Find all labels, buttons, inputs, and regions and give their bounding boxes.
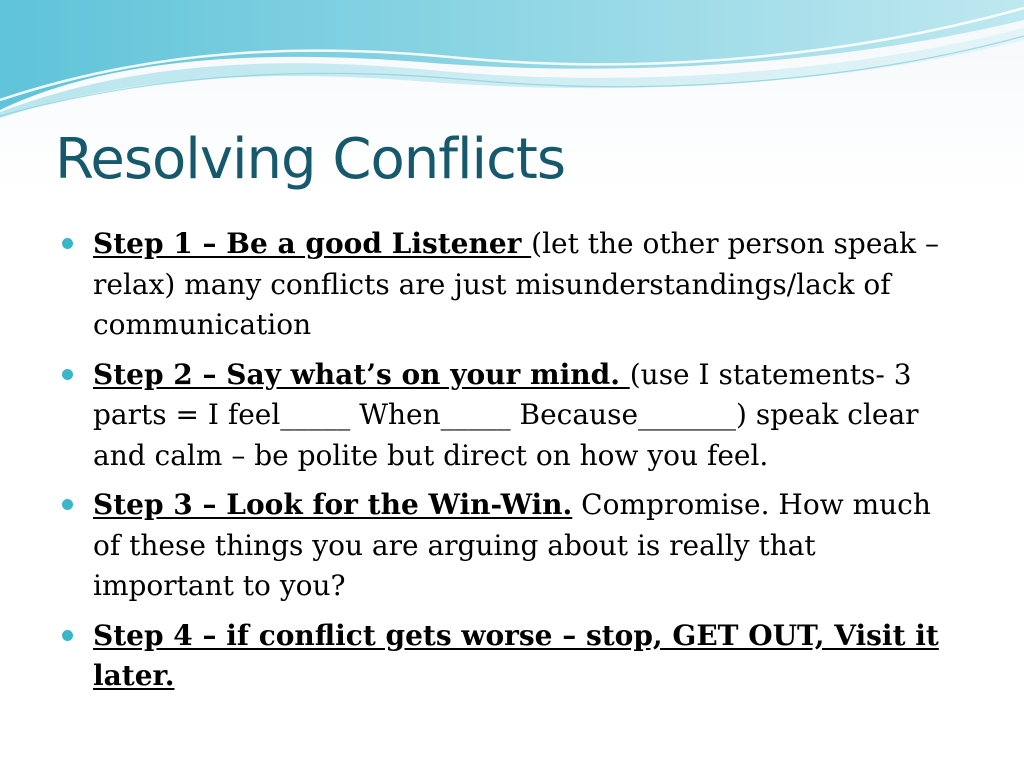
bullet-item-step-3 [62, 485, 962, 607]
bullet-dot-icon [62, 630, 73, 641]
step-2-text: (use I statements- 3 parts = I feel_____ When_____ Because_______) speak clear and calm – be polite but direct on how you feel. [93, 357, 919, 472]
bullet-item-step-1 [62, 224, 962, 346]
bullet-dot-icon [62, 238, 73, 249]
bullet-item-step-4 [62, 616, 962, 697]
step-4-heading: Step 4 – if conflict gets worse – stop, GET OUT, Visit it later. [93, 618, 939, 692]
slide-title: Resolving Conflicts [55, 127, 565, 192]
bullet-dot-icon [62, 369, 73, 380]
step-3-heading: Step 3 – Look for the Win-Win. [93, 488, 573, 521]
step-1-text: (let the other person speak – relax) many conflicts are just misunderstandings/lack of communication [93, 227, 939, 341]
step-2-heading: Step 2 – Say what’s on your mind. [93, 357, 630, 391]
bullet-dot-icon [62, 499, 73, 510]
bullet-item-step-2 [62, 355, 962, 477]
bullet-list [62, 224, 962, 706]
header-wave-decoration [0, 0, 1024, 120]
step-3-text: Compromise. How much of these things you are arguing about is really that important to you? [93, 488, 931, 602]
step-1-heading: Step 1 – Be a good Listener [93, 227, 532, 260]
